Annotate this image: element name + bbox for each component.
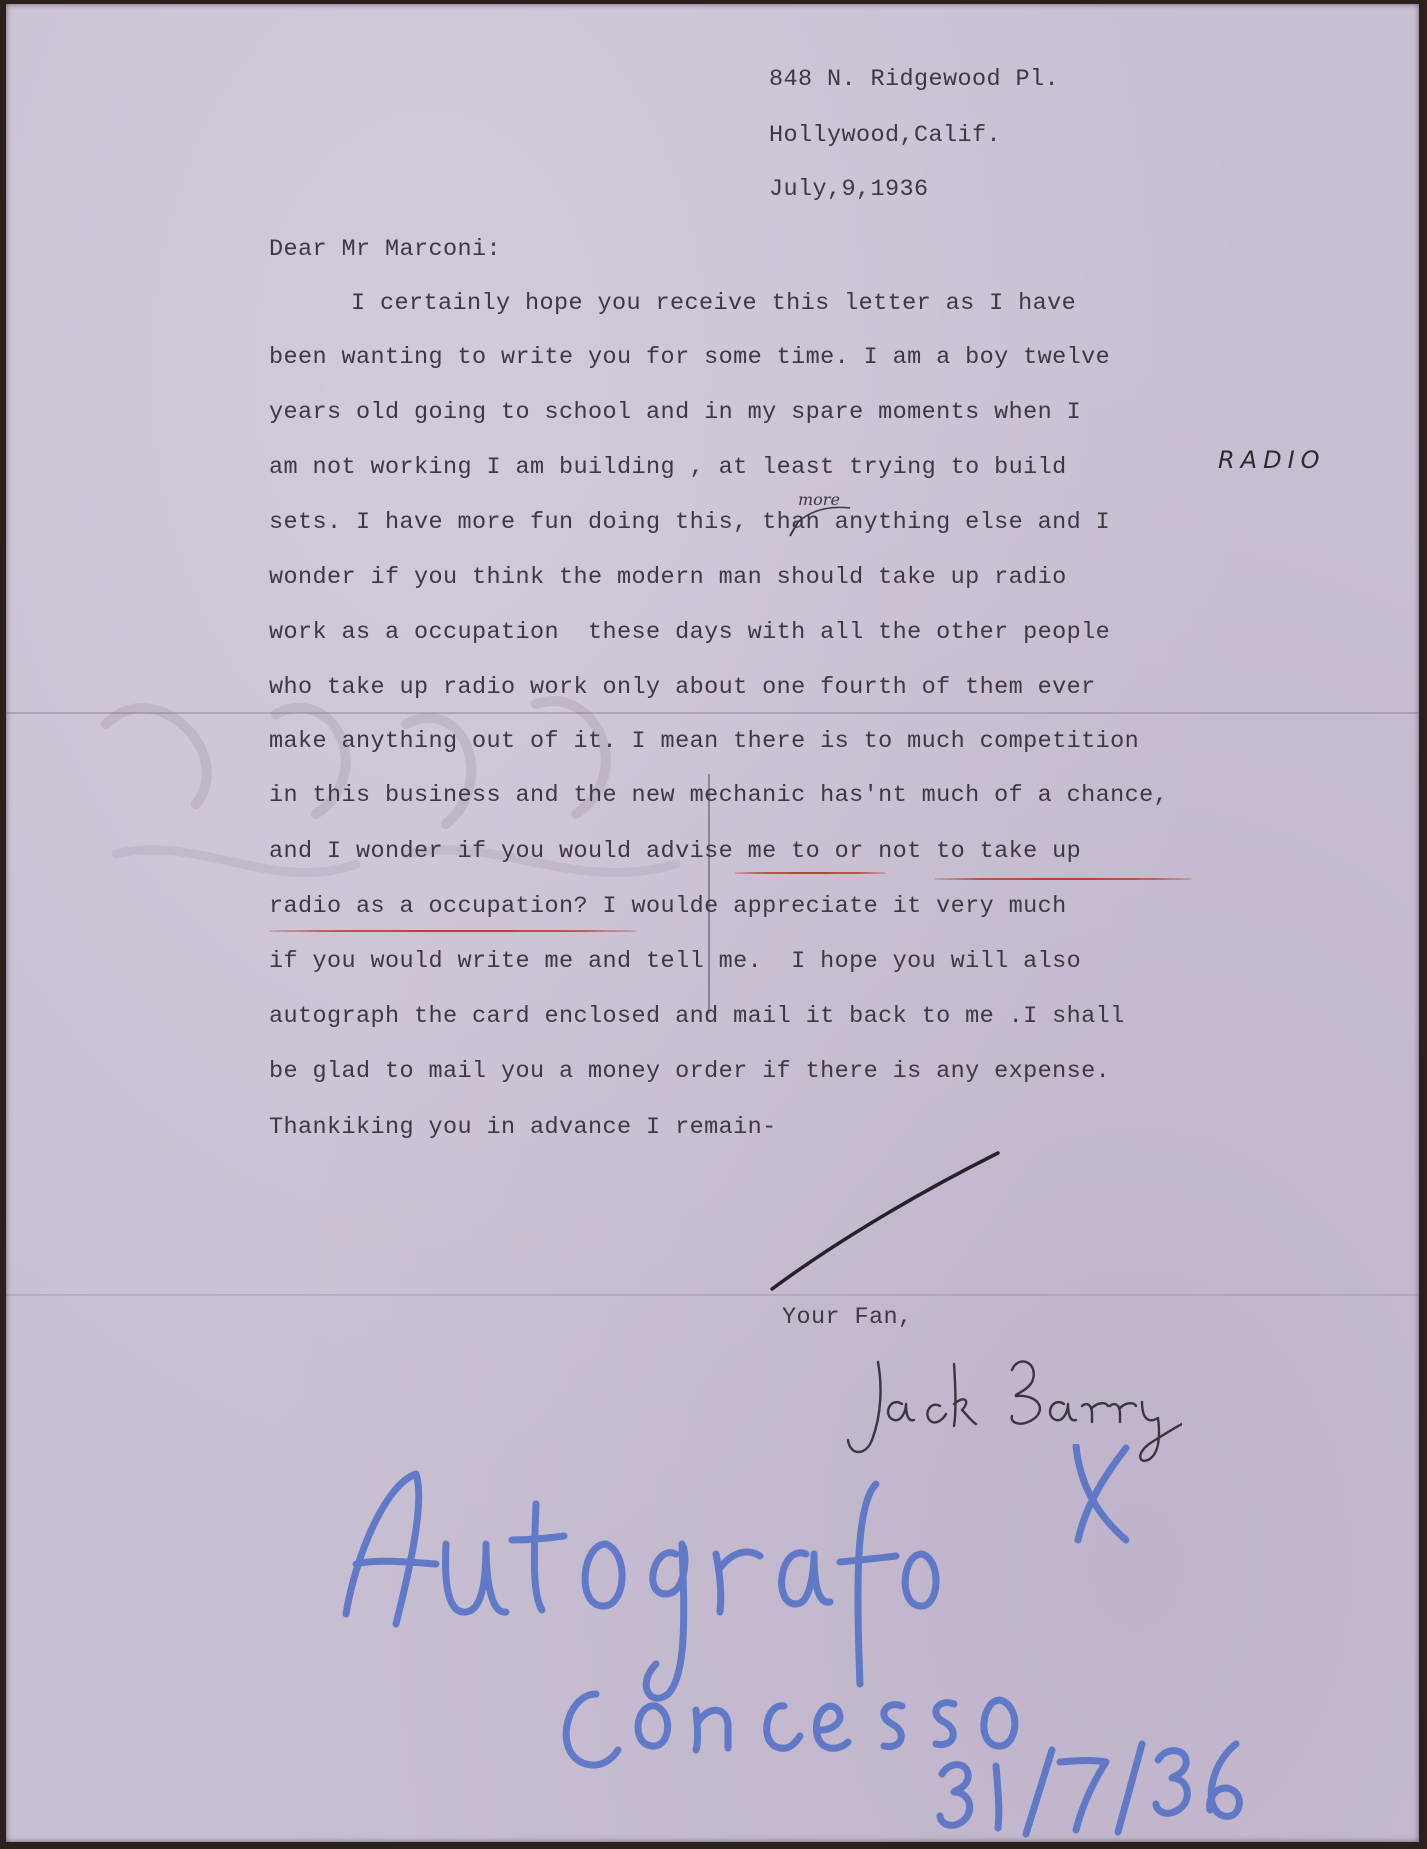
body-line-4: am not working I am building , at least trying to build [269, 454, 1067, 481]
red-underline-advise-me [734, 872, 886, 874]
pen-slash-stroke [766, 1149, 1006, 1299]
letter-date: July,9,1936 [769, 176, 929, 203]
body-line-2: been wanting to write you for some time. I am a boy twelve [269, 344, 1111, 371]
body-line-15: be glad to mail you a money order if there is any expense. [269, 1058, 1111, 1085]
red-underline-radio-occupation [268, 930, 638, 932]
body-line-5: sets. I have more fun doing this, than anything else and I [269, 509, 1111, 536]
body-line-12: radio as a occupation? I woulde appreciate it very much [269, 893, 1067, 920]
body-line-14: autograph the card enclosed and mail it back to me .I shall [269, 1003, 1125, 1030]
body-line-11: and I wonder if you would advise me to or not to take up [269, 838, 1082, 865]
blue-pencil-autograph-annotation [336, 1444, 1416, 1844]
red-underline-or-not-to [934, 878, 1192, 880]
body-line-10: in this business and the new mechanic has'nt much of a chance, [269, 782, 1169, 809]
body-line-3: years old going to school and in my spare moments when I [269, 399, 1082, 426]
address-line-1: 848 N. Ridgewood Pl. [769, 66, 1060, 93]
body-line-9: make anything out of it. I mean there is to much competition [269, 728, 1140, 755]
handwritten-radio-insert: RADIO [1218, 446, 1326, 474]
handwritten-more-insert: more [798, 490, 840, 509]
salutation: Dear Mr Marconi: [269, 236, 502, 263]
insert-caret-mark [784, 502, 854, 542]
body-line-6: wonder if you think the modern man should take up radio [269, 564, 1067, 591]
body-line-8: who take up radio work only about one fourth of them ever [269, 674, 1096, 701]
fold-crease-lower [6, 1294, 1419, 1296]
body-line-7: work as a occupation these days with all the other people [269, 619, 1111, 646]
body-line-1: I certainly hope you receive this letter as I have [351, 290, 1077, 317]
address-line-2: Hollywood,Calif. [769, 122, 1002, 149]
body-line-13: if you would write me and tell me. I hope you will also [269, 948, 1082, 975]
letter-sheet [6, 4, 1419, 1842]
closing-line: Your Fan, [782, 1304, 913, 1331]
body-line-16: Thankiking you in advance I remain- [269, 1114, 777, 1141]
